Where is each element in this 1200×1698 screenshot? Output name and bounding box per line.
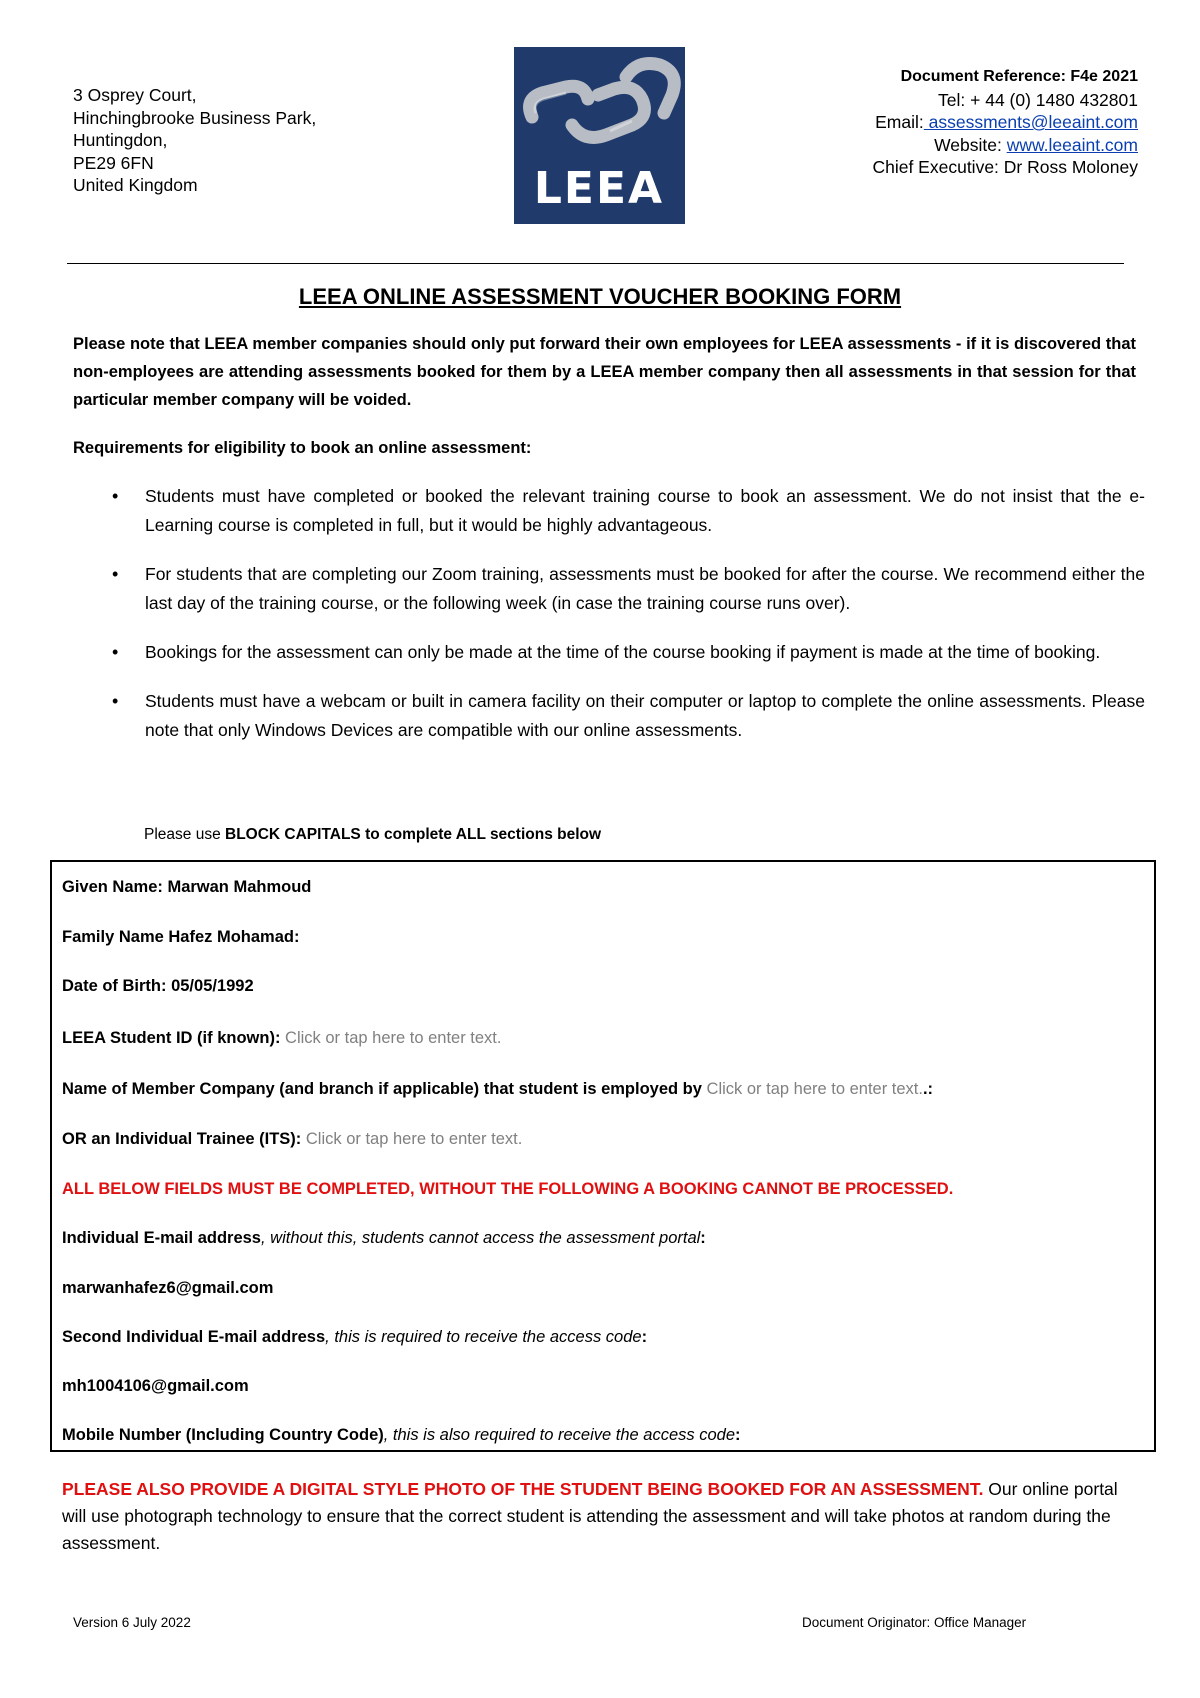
list-item bbox=[100, 482, 1145, 540]
logo-text: LEEA bbox=[533, 163, 665, 214]
email2-value[interactable]: mh1004106@gmail.com bbox=[62, 1377, 249, 1395]
telephone: Tel: + 44 (0) 1480 432801 bbox=[938, 89, 1138, 110]
list-item-text: Students must have a webcam or built in camera facility on their computer or laptop to complete the online assessments. Please note that only Windows Devices are compatible with our online assessments. bbox=[145, 691, 1145, 740]
email-label: Email: bbox=[875, 112, 924, 132]
list-item bbox=[100, 687, 1145, 745]
email1-value[interactable]: marwanhafez6@gmail.com bbox=[62, 1279, 274, 1297]
address-line: PE29 6FN bbox=[73, 152, 154, 173]
bullet-icon: • bbox=[112, 486, 119, 506]
address-line: Huntingdon, bbox=[73, 130, 168, 150]
company-address bbox=[73, 84, 316, 197]
requirements-heading: Requirements for eligibility to book an online assessment: bbox=[73, 439, 532, 457]
document-reference bbox=[718, 66, 1138, 179]
list-item bbox=[100, 638, 1145, 667]
its-placeholder[interactable]: Click or tap here to enter text. bbox=[305, 1130, 523, 1148]
email1-label: Individual E-mail address, without this, students cannot access the assessment portal: bbox=[62, 1229, 706, 1247]
header-divider bbox=[67, 263, 1124, 264]
address-line: Hinchingbrooke Business Park, bbox=[73, 107, 317, 128]
requirements-list bbox=[100, 482, 1145, 765]
list-item-text: For students that are completing our Zoom training, assessments must be booked for after the course. We recommend either the last day of the training course, or the following week (in case the training course runs over). bbox=[145, 564, 1145, 613]
required-fields-warning: ALL BELOW FIELDS MUST BE COMPLETED, WITHOUT THE FOLLOWING A BOOKING CANNOT BE PROCESSED. bbox=[62, 1180, 954, 1198]
block-capitals-note bbox=[144, 826, 601, 844]
date-of-birth-field[interactable]: Date of Birth: 05/05/1992 bbox=[62, 977, 254, 995]
bullet-icon: • bbox=[112, 564, 119, 584]
doc-reference: Document Reference: F4e 2021 bbox=[900, 68, 1138, 85]
address-line: 3 Osprey Court, bbox=[73, 85, 197, 105]
member-company-field[interactable]: Name of Member Company (and branch if applicable) that student is employed by Click or tap here to enter text..: bbox=[62, 1080, 934, 1098]
version-footer: Version 6 July 2022 bbox=[73, 1615, 191, 1630]
student-id-field[interactable]: LEEA Student ID (if known): Click or tap here to enter text. bbox=[62, 1029, 502, 1047]
individual-trainee-field[interactable]: OR an Individual Trainee (ITS): Click or tap here to enter text. bbox=[62, 1130, 523, 1148]
family-name-field[interactable]: Family Name Hafez Mohamad: bbox=[62, 928, 300, 946]
note-bold: BLOCK CAPITALS to complete ALL sections below bbox=[225, 826, 602, 843]
given-name-field[interactable]: Given Name: Marwan Mahmoud bbox=[62, 878, 312, 896]
email2-label: Second Individual E-mail address, this is required to receive the access code: bbox=[62, 1328, 648, 1346]
chain-link-icon bbox=[514, 47, 685, 224]
mobile-number-field[interactable]: Mobile Number (Including Country Code), this is also required to receive the access code: bbox=[62, 1426, 741, 1444]
form-title: LEEA ONLINE ASSESSMENT VOUCHER BOOKING FORM bbox=[298, 284, 902, 309]
bullet-icon: • bbox=[112, 691, 119, 711]
list-item bbox=[100, 560, 1145, 618]
website-label: Website: bbox=[934, 134, 1007, 155]
bullet-icon: • bbox=[112, 642, 119, 662]
website-link[interactable]: www.leeaint.com bbox=[1006, 134, 1138, 155]
member-company-placeholder[interactable]: Click or tap here to enter text. bbox=[706, 1080, 923, 1098]
website-line bbox=[718, 134, 1138, 157]
originator-footer: Document Originator: Office Manager bbox=[802, 1615, 1027, 1630]
list-item-text: Bookings for the assessment can only be made at the time of the course booking if payment is made at the time of booking. bbox=[145, 642, 1101, 662]
chief-executive: Chief Executive: Dr Ross Moloney bbox=[872, 157, 1138, 177]
photo-notice bbox=[62, 1476, 1142, 1557]
address-line: United Kingdom bbox=[73, 175, 198, 195]
intro-paragraph: Please note that LEEA member companies should only put forward their own employees for LEEA assessments - if it is discovered that non-employees are attending assessments booked for them by a LEEA member company then all assessments in that session for that particular member company will be voided. bbox=[73, 335, 1136, 409]
list-item-text: Students must have completed or booked the relevant training course to book an assessment. We do not insist that the e-Learning course is completed in full, but it would be highly advantageous. bbox=[145, 486, 1145, 535]
leea-logo bbox=[514, 47, 685, 224]
student-id-placeholder[interactable]: Click or tap here to enter text. bbox=[285, 1029, 502, 1047]
photo-notice-text: Our online portal will use photograph technology to ensure that the correct student is attending the assessment and will take photos at random during the assessment. bbox=[62, 1479, 1118, 1553]
email-link[interactable]: assessments@leeaint.com bbox=[923, 112, 1138, 132]
photo-notice-red: PLEASE ALSO PROVIDE A DIGITAL STYLE PHOTO OF THE STUDENT BEING BOOKED FOR AN ASSESSMENT. bbox=[62, 1479, 984, 1499]
note-prefix: Please use bbox=[144, 826, 225, 843]
email-line bbox=[718, 111, 1138, 134]
booking-form-box bbox=[50, 860, 1156, 1452]
